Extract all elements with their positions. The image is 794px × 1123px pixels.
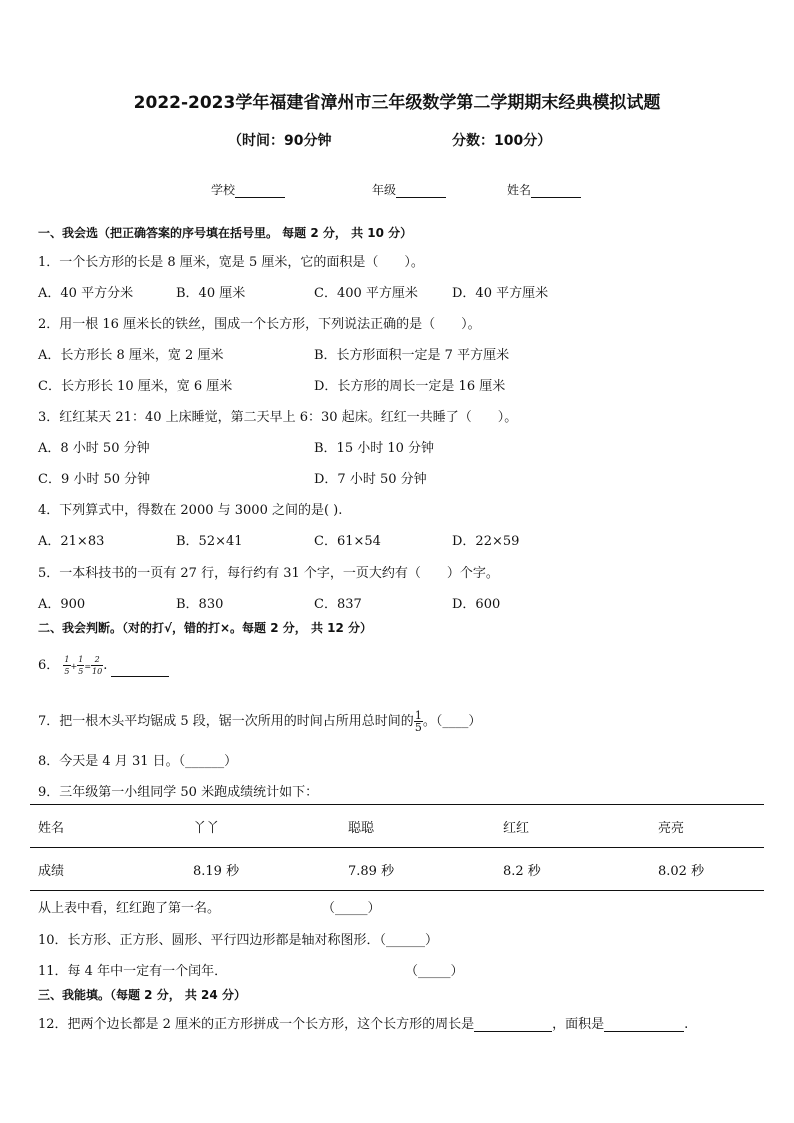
q1-option-a: A．40 平方分米 — [38, 286, 134, 301]
table-cell: 8.19 秒 — [185, 848, 340, 891]
table-cell: 红红 — [495, 805, 650, 848]
q4-option-a: A．21×83 — [38, 534, 105, 549]
table-header-row — [30, 805, 764, 848]
running-results-table — [30, 804, 764, 891]
q10-text: 10．长方形、正方形、圆形、平行四边形都是轴对称图形．（______） — [38, 933, 439, 948]
q11-answer-blank: （_____） — [405, 964, 464, 979]
section-1-heading: 一、我会选（把正确答案的序号填在括号里。 每题 2 分， 共 10 分） — [38, 226, 413, 240]
q9-text: 9．三年级第一小组同学 50 米跑成绩统计如下： — [38, 785, 319, 800]
fraction-denominator: 5 — [414, 721, 422, 734]
q5-option-a: A．900 — [38, 597, 86, 612]
q1-stem: 1．一个长方形的长是 8 厘米，宽是 5 厘米，它的面积是（ ）。 — [38, 255, 424, 270]
q3-option-d: D．7 小时 50 分钟 — [314, 472, 427, 487]
q8-text: 8．今天是 4 月 31 日。（______） — [38, 754, 238, 769]
q4-stem: 4．下列算式中，得数在 2000 与 3000 之间的是( ). — [38, 503, 343, 518]
grade-label: 年级 — [372, 183, 397, 197]
q12-text: 12．把两个边长都是 2 厘米的正方形拼成一个长方形，这个长方形的周长是 — [38, 1017, 475, 1032]
table-cell: 亮亮 — [650, 805, 764, 848]
grade-blank — [396, 183, 446, 198]
name-label: 姓名 — [507, 183, 532, 197]
exam-title: 2022-2023学年福建省漳州市三年级数学第二学期期末经典模拟试题 — [133, 93, 661, 113]
q5-option-b: B．830 — [176, 597, 224, 612]
q6-fraction-3 — [91, 654, 103, 677]
perimeter-blank — [474, 1018, 552, 1032]
name-field — [507, 181, 581, 198]
q9-answer-blank: （_____） — [322, 901, 381, 916]
score-label: 分数：100分） — [452, 133, 552, 149]
q7-fraction — [414, 710, 423, 733]
q5-option-d: D．600 — [452, 597, 501, 612]
table-row — [30, 848, 764, 891]
time-label: （时间：90分钟 — [228, 133, 332, 149]
q5-option-c: C．837 — [314, 597, 362, 612]
fraction-denominator: 5 — [78, 667, 84, 676]
school-label: 学校 — [211, 183, 236, 197]
q6-line — [38, 654, 169, 677]
name-blank — [531, 183, 581, 198]
section-3-heading: 三、我能填。（每题 2 分， 共 24 分） — [38, 988, 246, 1002]
q1-option-b: B．40 厘米 — [176, 286, 246, 301]
fraction-numerator: 1 — [78, 655, 84, 664]
fraction-denominator: 5 — [64, 667, 70, 676]
q6-answer-blank — [111, 663, 169, 677]
fraction-numerator: 1 — [64, 655, 70, 664]
q7-answer: 。（____） — [422, 714, 482, 729]
fraction-numerator: 1 — [414, 709, 422, 722]
plus-sign: + — [70, 662, 78, 671]
q12-area-text: ，面积是 — [552, 1017, 605, 1032]
q6-number: 6． — [38, 658, 60, 673]
q9-statement: 从上表中看，红红跑了第一名。 — [38, 901, 221, 916]
q12-line — [38, 1013, 688, 1032]
q2-option-d: D．长方形的周长一定是 16 厘米 — [314, 379, 506, 394]
q7-text: 7．把一根木头平均锯成 5 段，锯一次所用的时间占所用总时间的 — [38, 714, 414, 729]
q11-text: 11．每 4 年中一定有一个闰年． — [38, 964, 228, 979]
table-cell: 聪聪 — [340, 805, 495, 848]
q3-option-a: A．8 小时 50 分钟 — [38, 441, 150, 456]
table-cell: 7.89 秒 — [340, 848, 495, 891]
grade-field — [372, 181, 446, 198]
q7-line — [38, 710, 481, 733]
q2-option-c: C．长方形长 10 厘米，宽 6 厘米 — [38, 379, 233, 394]
school-blank — [235, 183, 285, 198]
q6-fraction-1 — [63, 654, 70, 677]
q1-option-c: C．400 平方厘米 — [314, 286, 418, 301]
q2-stem: 2．用一根 16 厘米长的铁丝，围成一个长方形，下列说法正确的是（ ）。 — [38, 317, 481, 332]
school-field — [211, 181, 285, 198]
q3-stem: 3．红红某天 21：40 上床睡觉，第二天早上 6：30 起床。红红一共睡了（ ）。 — [38, 410, 518, 425]
table-cell: 丫丫 — [185, 805, 340, 848]
fraction-denominator: 10 — [92, 667, 103, 676]
q4-option-c: C．61×54 — [314, 534, 381, 549]
q2-option-b: B．长方形面积一定是 7 平方厘米 — [314, 348, 510, 363]
table-cell: 8.02 秒 — [650, 848, 764, 891]
q3-option-b: B．15 小时 10 分钟 — [314, 441, 435, 456]
q5-stem: 5．一本科技书的一页有 27 行，每行约有 31 个字，一页大约有（ ）个字。 — [38, 566, 499, 581]
q2-option-a: A．长方形长 8 厘米，宽 2 厘米 — [38, 348, 224, 363]
table-cell: 成绩 — [30, 848, 185, 891]
q3-option-c: C．9 小时 50 分钟 — [38, 472, 151, 487]
q12-period: . — [684, 1017, 689, 1032]
table-cell: 姓名 — [30, 805, 185, 848]
fraction-numerator: 2 — [91, 654, 103, 666]
equals-sign: = — [84, 662, 92, 671]
q1-option-d: D．40 平方厘米 — [452, 286, 549, 301]
q4-option-b: B．52×41 — [176, 534, 243, 549]
section-2-heading: 二、我会判断。（对的打√，错的打×。每题 2 分， 共 12 分） — [38, 621, 372, 635]
table-cell: 8.2 秒 — [495, 848, 650, 891]
q4-option-d: D．22×59 — [452, 534, 520, 549]
area-blank — [604, 1018, 684, 1032]
q6-period: . — [103, 658, 108, 673]
